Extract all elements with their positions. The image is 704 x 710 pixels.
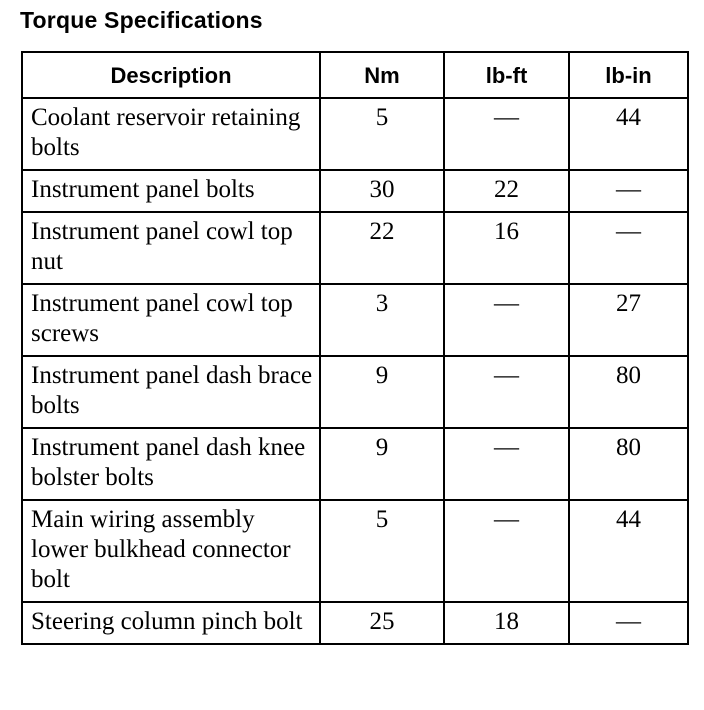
table-row [22,212,688,284]
torque-specifications-table [21,51,689,645]
nm-cell: 22 [320,212,444,284]
nm-cell: 3 [320,284,444,356]
lb-in-cell: 44 [569,500,688,602]
table-row [22,602,688,644]
lb-in-cell: — [569,602,688,644]
table-header-row [22,52,688,98]
lb-in-cell: 27 [569,284,688,356]
lb-ft-cell: — [444,98,569,170]
description-cell: Instrument panel dash brace bolts [22,356,320,428]
nm-cell: 9 [320,356,444,428]
nm-cell: 5 [320,98,444,170]
nm-cell: 9 [320,428,444,500]
nm-cell: 30 [320,170,444,212]
column-header-lb-in: lb-in [569,52,688,98]
table-row [22,428,688,500]
lb-in-cell: 44 [569,98,688,170]
lb-in-cell: 80 [569,356,688,428]
nm-cell: 5 [320,500,444,602]
table-row [22,284,688,356]
lb-in-cell: — [569,170,688,212]
table-row [22,500,688,602]
lb-ft-cell: — [444,284,569,356]
description-cell: Instrument panel cowl top nut [22,212,320,284]
lb-in-cell: 80 [569,428,688,500]
description-cell: Main wiring assembly lower bulkhead connector bolt [22,500,320,602]
lb-ft-cell: 18 [444,602,569,644]
table-row [22,170,688,212]
description-cell: Coolant reservoir retaining bolts [22,98,320,170]
description-cell: Instrument panel cowl top screws [22,284,320,356]
column-header-description: Description [22,52,320,98]
description-cell: Steering column pinch bolt [22,602,320,644]
nm-cell: 25 [320,602,444,644]
column-header-lb-ft: lb-ft [444,52,569,98]
description-cell: Instrument panel dash knee bolster bolts [22,428,320,500]
description-cell: Instrument panel bolts [22,170,320,212]
table-row [22,98,688,170]
page-title: Torque Specifications [20,7,263,33]
lb-ft-cell: — [444,500,569,602]
lb-in-cell: — [569,212,688,284]
lb-ft-cell: 16 [444,212,569,284]
column-header-nm: Nm [320,52,444,98]
lb-ft-cell: 22 [444,170,569,212]
lb-ft-cell: — [444,428,569,500]
lb-ft-cell: — [444,356,569,428]
table-row [22,356,688,428]
